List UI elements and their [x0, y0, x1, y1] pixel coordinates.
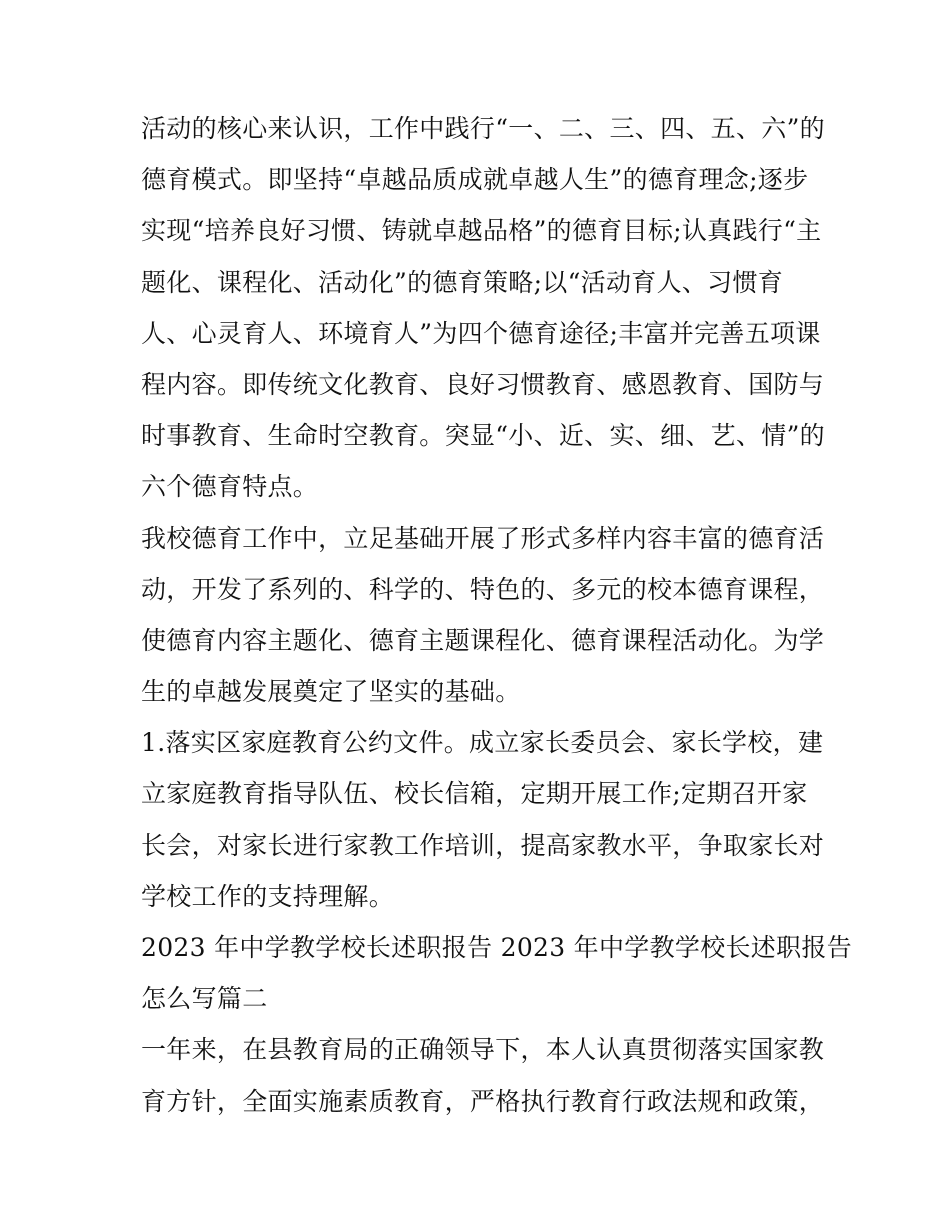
- text-line: 时事教育、生命时空教育。突显“小、近、实、细、艺、情”的: [141, 421, 825, 451]
- text-line: 程内容。即传统文化教育、良好习惯教育、感恩教育、国防与: [141, 369, 825, 399]
- document-body: [141, 103, 852, 1127]
- text-line: 人、心灵育人、环境育人”为四个德育途径;丰富并完善五项课: [141, 318, 821, 348]
- text-line: 学校工作的支持理解。: [141, 881, 395, 911]
- text-line: 一年来，在县教育局的正确领导下，本人认真贯彻落实国家教: [141, 1035, 825, 1065]
- text-line: 实现“培养良好习惯、铸就卓越品格”的德育目标;认真践行“主: [141, 216, 822, 246]
- text-line: 育方针，全面实施素质教育，严格执行教育行政法规和政策，: [141, 1086, 825, 1116]
- text-line: 生的卓越发展奠定了坚实的基础。: [141, 677, 521, 707]
- text-line: 长会，对家长进行家教工作培训，提高家教水平，争取家长对: [141, 830, 825, 860]
- section-heading-line: 2023 年中学教学校长述职报告 2023 年中学教学校长述职报告: [141, 933, 852, 962]
- text-line: 使德育内容主题化、德育主题课程化、德育课程活动化。为学: [141, 625, 825, 655]
- text-line: 题化、课程化、活动化”的德育策略;以“活动育人、习惯育: [141, 267, 784, 297]
- text-line: 我校德育工作中，立足基础开展了形式多样内容丰富的德育活: [141, 523, 825, 553]
- text-line: 动，开发了系列的、科学的、特色的、多元的校本德育课程，: [141, 574, 825, 604]
- text-line: 活动的核心来认识，工作中践行“一、二、三、四、五、六”的: [141, 114, 825, 143]
- text-line: 德育模式。即坚持“卓越品质成就卓越人生”的德育理念;逐步: [141, 165, 809, 195]
- section-heading-line: 怎么写篇二: [141, 984, 268, 1014]
- text-line: 1.落实区家庭教育公约文件。成立家长委员会、家长学校，建: [141, 728, 824, 758]
- text-line: 六个德育特点。: [141, 472, 319, 502]
- text-line: 立家庭教育指导队伍、校长信箱，定期开展工作;定期召开家: [141, 779, 808, 809]
